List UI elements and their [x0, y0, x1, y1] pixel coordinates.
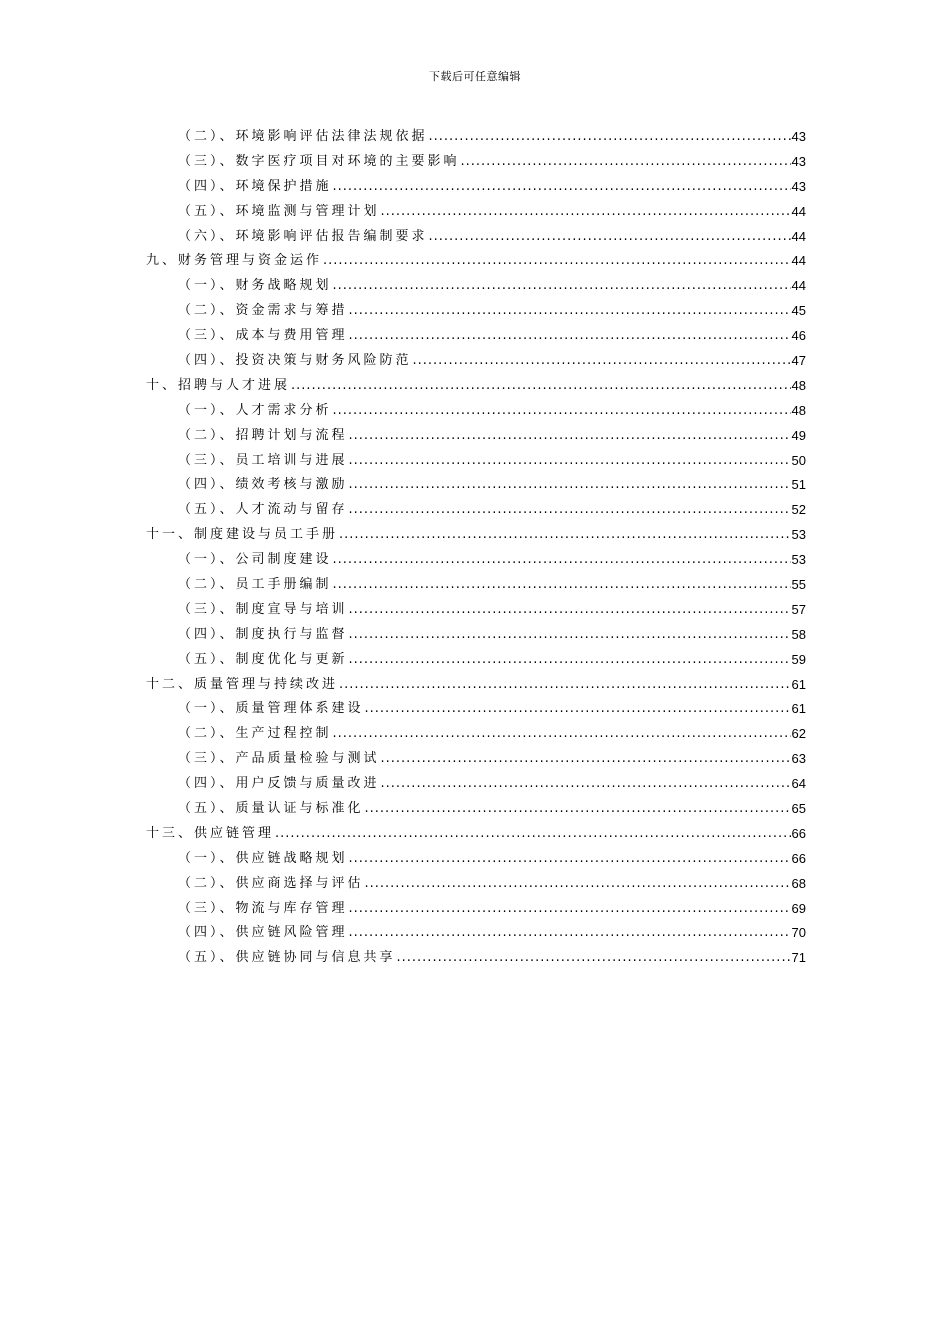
toc-page-number: 44 [791, 228, 806, 244]
toc-dot-leader [349, 473, 791, 498]
toc-section-entry[interactable] [146, 598, 806, 623]
toc-section-entry[interactable] [146, 946, 806, 971]
toc-section-entry[interactable] [146, 498, 806, 523]
toc-dot-leader [333, 573, 791, 598]
toc-entry-label: 十、招聘与人才进展 [146, 377, 291, 393]
toc-entry-label: （四）、环境保护措施 [178, 178, 332, 194]
toc-entry-label: 十二、质量管理与持续改进 [146, 676, 339, 692]
toc-dot-leader [365, 697, 791, 722]
toc-dot-leader [349, 424, 791, 449]
toc-entry-label: （三）、制度宣导与培训 [178, 601, 348, 617]
toc-section-entry[interactable] [146, 648, 806, 673]
toc-section-entry[interactable] [146, 922, 806, 947]
toc-page-number: 65 [791, 801, 806, 817]
toc-section-entry[interactable] [146, 225, 806, 250]
toc-entry-label: （二）、生产过程控制 [178, 726, 332, 742]
toc-section-entry[interactable] [146, 449, 806, 474]
toc-page-number: 57 [791, 601, 806, 617]
toc-page-number: 53 [791, 552, 806, 568]
toc-chapter-entry[interactable] [146, 822, 806, 847]
toc-page-number: 59 [791, 651, 806, 667]
toc-section-entry[interactable] [146, 399, 806, 424]
toc-entry-label: （四）、用户反馈与质量改进 [178, 776, 380, 792]
toc-entry-label: 九、财务管理与资金运作 [146, 253, 323, 269]
toc-entry-label: （三）、员工培训与进展 [178, 452, 348, 468]
toc-chapter-entry[interactable] [146, 523, 806, 548]
table-of-contents [146, 125, 806, 971]
toc-entry-label: （一）、供应链战略规划 [178, 850, 348, 866]
toc-page-number: 49 [791, 427, 806, 443]
toc-entry-label: 十三、供应链管理 [146, 825, 275, 841]
toc-dot-leader [349, 498, 791, 523]
toc-chapter-entry[interactable] [146, 374, 806, 399]
toc-page-number: 47 [791, 353, 806, 368]
toc-dot-leader [349, 897, 791, 922]
toc-dot-leader [333, 722, 791, 747]
toc-section-entry[interactable] [146, 274, 806, 299]
toc-page-number: 52 [791, 502, 806, 518]
toc-page-number: 68 [791, 875, 806, 891]
toc-page-number: 71 [791, 950, 806, 966]
toc-page-number: 43 [791, 153, 806, 169]
toc-page-number: 48 [791, 402, 806, 418]
toc-section-entry[interactable] [146, 623, 806, 648]
toc-page-number: 69 [791, 900, 806, 916]
toc-page-number: 46 [791, 328, 806, 344]
toc-section-entry[interactable] [146, 772, 806, 797]
toc-page-number: 51 [791, 477, 806, 493]
toc-entry-label: （二）、资金需求与筹措 [178, 303, 348, 319]
toc-dot-leader [339, 673, 791, 698]
toc-page-number: 61 [791, 676, 806, 692]
toc-page-number: 58 [791, 626, 806, 642]
toc-section-entry[interactable] [146, 722, 806, 747]
toc-entry-label: （三）、产品质量检验与测试 [178, 751, 380, 767]
toc-dot-leader [323, 249, 791, 274]
toc-page-number: 50 [791, 452, 806, 468]
toc-section-entry[interactable] [146, 349, 806, 374]
toc-page-number: 43 [791, 178, 806, 194]
toc-dot-leader [381, 200, 791, 225]
toc-dot-leader [429, 125, 791, 150]
toc-entry-label: （一）、公司制度建设 [178, 552, 332, 568]
toc-page-number: 44 [791, 278, 806, 294]
toc-page-number: 45 [791, 303, 806, 319]
toc-dot-leader [349, 847, 791, 872]
toc-section-entry[interactable] [146, 299, 806, 324]
toc-page-number: 61 [791, 701, 806, 717]
toc-section-entry[interactable] [146, 797, 806, 822]
toc-entry-label: （二）、员工手册编制 [178, 577, 332, 593]
toc-page-number: 44 [791, 203, 806, 219]
toc-dot-leader [365, 797, 791, 822]
toc-page-number: 53 [791, 527, 806, 543]
toc-dot-leader [275, 822, 791, 847]
toc-page-number: 55 [791, 577, 806, 593]
toc-entry-label: （四）、供应链风险管理 [178, 925, 348, 941]
toc-entry-label: （五）、人才流动与留存 [178, 502, 348, 518]
toc-page-number: 44 [791, 253, 806, 269]
toc-entry-label: （三）、数字医疗项目对环境的主要影响 [178, 153, 460, 169]
toc-page-number: 62 [791, 726, 806, 742]
toc-page-number: 63 [791, 751, 806, 767]
toc-section-entry[interactable] [146, 747, 806, 772]
toc-dot-leader [397, 946, 791, 971]
toc-entry-label: （一）、质量管理体系建设 [178, 701, 364, 717]
toc-page-number: 64 [791, 776, 806, 792]
toc-entry-label: （一）、财务战略规划 [178, 278, 332, 294]
toc-dot-leader [291, 374, 791, 399]
toc-dot-leader [461, 150, 791, 175]
toc-entry-label: （五）、制度优化与更新 [178, 651, 348, 667]
toc-chapter-entry[interactable] [146, 673, 806, 698]
toc-entry-label: （二）、招聘计划与流程 [178, 427, 348, 443]
toc-dot-leader [349, 648, 791, 673]
toc-entry-label: （三）、成本与费用管理 [178, 328, 348, 344]
toc-dot-leader [381, 772, 791, 797]
toc-page-number: 43 [791, 128, 806, 144]
toc-section-entry[interactable] [146, 697, 806, 722]
toc-entry-label: （四）、绩效考核与激励 [178, 477, 348, 493]
toc-entry-label: （六）、环境影响评估报告编制要求 [178, 228, 428, 244]
toc-dot-leader [349, 921, 791, 946]
toc-section-entry[interactable] [146, 573, 806, 598]
toc-section-entry[interactable] [146, 847, 806, 872]
toc-section-entry[interactable] [146, 473, 806, 498]
toc-dot-leader [333, 548, 791, 573]
toc-page-number: 66 [791, 825, 806, 841]
toc-section-entry[interactable] [146, 200, 806, 225]
toc-entry-label: （五）、供应链协同与信息共享 [178, 950, 396, 966]
toc-entry-label: （三）、物流与库存管理 [178, 900, 348, 916]
toc-section-entry[interactable] [146, 324, 806, 349]
toc-dot-leader [349, 598, 791, 623]
toc-page-number: 66 [791, 850, 806, 866]
toc-dot-leader [333, 274, 791, 299]
toc-section-entry[interactable] [146, 548, 806, 573]
page-header: 下载后可任意编辑 [429, 70, 521, 83]
toc-page-number: 48 [791, 377, 806, 393]
toc-entry-label: （五）、质量认证与标准化 [178, 801, 364, 817]
toc-dot-leader [349, 623, 791, 648]
toc-entry-label: （五）、环境监测与管理计划 [178, 203, 380, 219]
toc-section-entry[interactable] [146, 424, 806, 449]
toc-section-entry[interactable] [146, 872, 806, 897]
toc-dot-leader [413, 349, 791, 374]
toc-dot-leader [349, 299, 791, 324]
toc-entry-label: （一）、人才需求分析 [178, 402, 332, 418]
toc-page-number: 70 [791, 925, 806, 941]
toc-dot-leader [365, 872, 791, 897]
toc-entry-label: 十一、制度建设与员工手册 [146, 527, 339, 543]
toc-dot-leader [333, 399, 791, 424]
toc-section-entry[interactable] [146, 125, 806, 150]
toc-dot-leader [429, 225, 791, 250]
toc-dot-leader [381, 747, 791, 772]
toc-section-entry[interactable] [146, 150, 806, 175]
toc-entry-label: （二）、供应商选择与评估 [178, 875, 364, 891]
toc-dot-leader [349, 324, 791, 349]
toc-entry-label: （四）、投资决策与财务风险防范 [178, 353, 412, 368]
toc-dot-leader [339, 523, 791, 548]
toc-entry-label: （二）、环境影响评估法律法规依据 [178, 128, 428, 144]
toc-entry-label: （四）、制度执行与监督 [178, 626, 348, 642]
toc-dot-leader [349, 449, 791, 474]
toc-section-entry[interactable] [146, 897, 806, 922]
toc-section-entry[interactable] [146, 175, 806, 200]
toc-chapter-entry[interactable] [146, 249, 806, 274]
toc-dot-leader [333, 175, 791, 200]
